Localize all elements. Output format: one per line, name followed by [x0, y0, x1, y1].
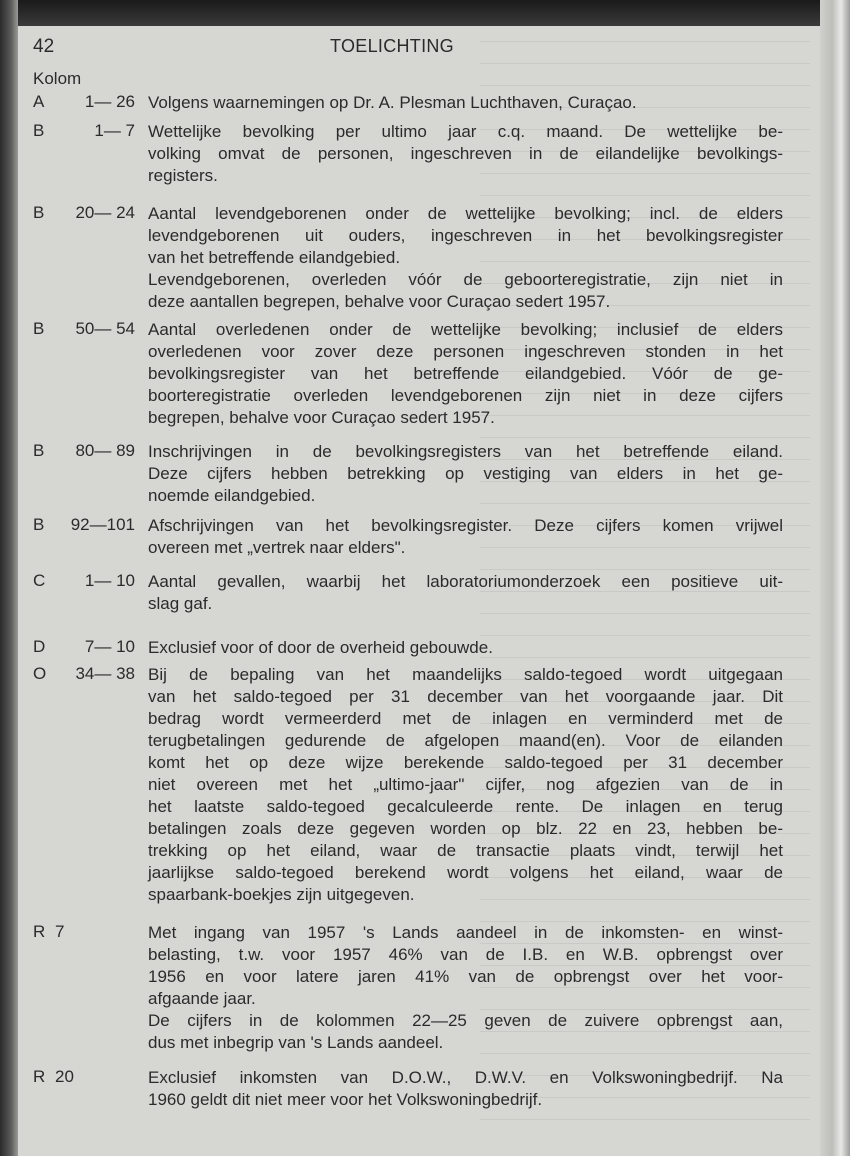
column-range: 20— 24: [75, 203, 135, 222]
text-line: 1956 en voor latere jaren 41% van de opbrengst over het voor-: [148, 967, 783, 986]
text-line: komt het op deze wijze berekende saldo-tegoed per 31 december: [148, 753, 783, 772]
text-line: Deze cijfers hebben betrekking op vestiging van elders in het ge-: [148, 464, 783, 483]
table-letter: R: [33, 922, 46, 941]
note-text: [148, 571, 783, 615]
page-number: 42: [33, 36, 55, 57]
column-range: 92—101: [70, 515, 135, 534]
column-range: 1— 26: [84, 92, 135, 111]
text-line: niet overeen met het „ultimo-jaar" cijfer, nog afgezien van de in: [148, 775, 783, 794]
text-line: Exclusief voor of door de overheid gebouwde.: [148, 638, 493, 657]
text-line: Levendgeborenen, overleden vóór de geboorteregistratie, zijn niet in: [148, 270, 783, 289]
column-range: 80— 89: [75, 441, 135, 460]
note-text: [148, 319, 783, 429]
book-spine-edge: [0, 0, 18, 1156]
note-text: [148, 664, 783, 906]
scan-top-border: [0, 0, 850, 26]
text-line: Volgens waarnemingen op Dr. A. Plesman Luchthaven, Curaçao.: [148, 93, 637, 112]
table-letter: B: [33, 319, 45, 338]
text-line: van het saldo-tegoed per 31 december van het voorgaande jaar. Dit: [148, 687, 783, 706]
text-line: Exclusief inkomsten van D.O.W., D.W.V. en Volkswoningbedrijf. Na: [148, 1068, 783, 1087]
table-letter: B: [33, 515, 45, 534]
column-range: 20: [55, 1067, 74, 1086]
text-line: terugbetalingen gedurende de afgelopen maand(en). Voor de eilanden: [148, 731, 783, 750]
text-line: noemde eilandgebied.: [148, 486, 316, 505]
text-line: Inschrijvingen in de bevolkingsregisters van het betreffende eiland.: [148, 442, 783, 461]
note-text: [148, 1067, 783, 1111]
column-range: 1— 7: [94, 121, 135, 140]
table-letter: D: [33, 637, 46, 656]
text-line: afgaande jaar.: [148, 989, 256, 1008]
column-range: 50— 54: [75, 319, 135, 338]
text-line: Afschrijvingen van het bevolkingsregister. Deze cijfers komen vrijwel: [148, 516, 783, 535]
table-letter: B: [33, 203, 45, 222]
page-title: TOELICHTING: [330, 36, 454, 56]
column-range: 7— 10: [84, 637, 135, 656]
text-line: Met ingang van 1957 's Lands aandeel in de inkomsten- en winst-: [148, 923, 783, 942]
note-text: [148, 441, 783, 507]
text-line: overeen met „vertrek naar elders".: [148, 538, 406, 557]
text-line: Wettelijke bevolking per ultimo jaar c.q. maand. De wettelijke be-: [148, 122, 783, 141]
text-line: Bij de bepaling van het maandelijks saldo-tegoed wordt uitgegaan: [148, 665, 783, 684]
note-text: [148, 121, 783, 187]
note-text: [148, 515, 783, 559]
text-line: betalingen zoals deze gegeven worden op blz. 22 en 23, hebben be-: [148, 819, 783, 838]
note-text: [148, 92, 783, 114]
text-line: van het betreffende eilandgebied.: [148, 248, 401, 267]
column-range: 34— 38: [75, 664, 135, 683]
text-line: levendgeborenen uit ouders, ingeschreven in het bevolkingsregister: [148, 226, 783, 245]
text-line: begrepen, behalve voor Curaçao sedert 1957.: [148, 408, 495, 427]
note-text: [148, 637, 783, 659]
text-line: registers.: [148, 166, 218, 185]
table-letter: C: [33, 571, 46, 590]
table-letter: O: [33, 664, 47, 683]
text-line: overledenen voor zover deze personen ingeschreven stonden in het: [148, 342, 783, 361]
text-line: 1960 geldt dit niet meer voor het Volkswoningbedrijf.: [148, 1090, 543, 1109]
text-line: dus met inbegrip van 's Lands aandeel.: [148, 1033, 444, 1052]
table-letter: B: [33, 441, 45, 460]
text-line: jaarlijkse saldo-tegoed berekend wordt volgens het eiland, waar de: [148, 863, 783, 882]
page-right-edge: [820, 0, 850, 1156]
table-letter: A: [33, 92, 45, 111]
note-text: [148, 922, 783, 1054]
text-line: bevolkingsregister van het betreffende eilandgebied. Vóór de ge-: [148, 364, 783, 383]
column-range: 1— 10: [84, 571, 135, 590]
text-line: spaarbank-boekjes zijn uitgegeven.: [148, 885, 415, 904]
text-line: het laatste saldo-tegoed gecalculeerde rente. De inlagen en terug: [148, 797, 783, 816]
table-letter: B: [33, 121, 45, 140]
text-line: De cijfers in de kolommen 22—25 geven de zuivere opbrengst aan,: [148, 1011, 783, 1030]
table-letter: R: [33, 1067, 46, 1086]
text-line: Aantal gevallen, waarbij het laboratoriumonderzoek een positieve uit-: [148, 572, 783, 591]
text-line: Aantal levendgeborenen onder de wettelijke bevolking; incl. de elders: [148, 204, 783, 223]
note-text: [148, 203, 783, 313]
column-header: Kolom: [33, 69, 82, 88]
text-line: slag gaf.: [148, 594, 213, 613]
text-line: trekking op het eiland, waar de transactie plaats vindt, terwijl het: [148, 841, 783, 860]
text-line: Aantal overledenen onder de wettelijke bevolking; inclusief de elders: [148, 320, 783, 339]
column-range: 7: [55, 922, 65, 941]
text-line: deze aantallen begrepen, behalve voor Curaçao sedert 1957.: [148, 292, 611, 311]
text-line: belasting, t.w. voor 1957 46% van de I.B. en W.B. opbrengst over: [148, 945, 783, 964]
text-line: boorteregistratie overleden levendgeborenen zijn niet in deze cijfers: [148, 386, 783, 405]
text-line: bedrag wordt vermeerderd met de inlagen en verminderd met de: [148, 709, 783, 728]
text-line: volking omvat de personen, ingeschreven in de eilandelijke bevolkings-: [148, 144, 783, 163]
